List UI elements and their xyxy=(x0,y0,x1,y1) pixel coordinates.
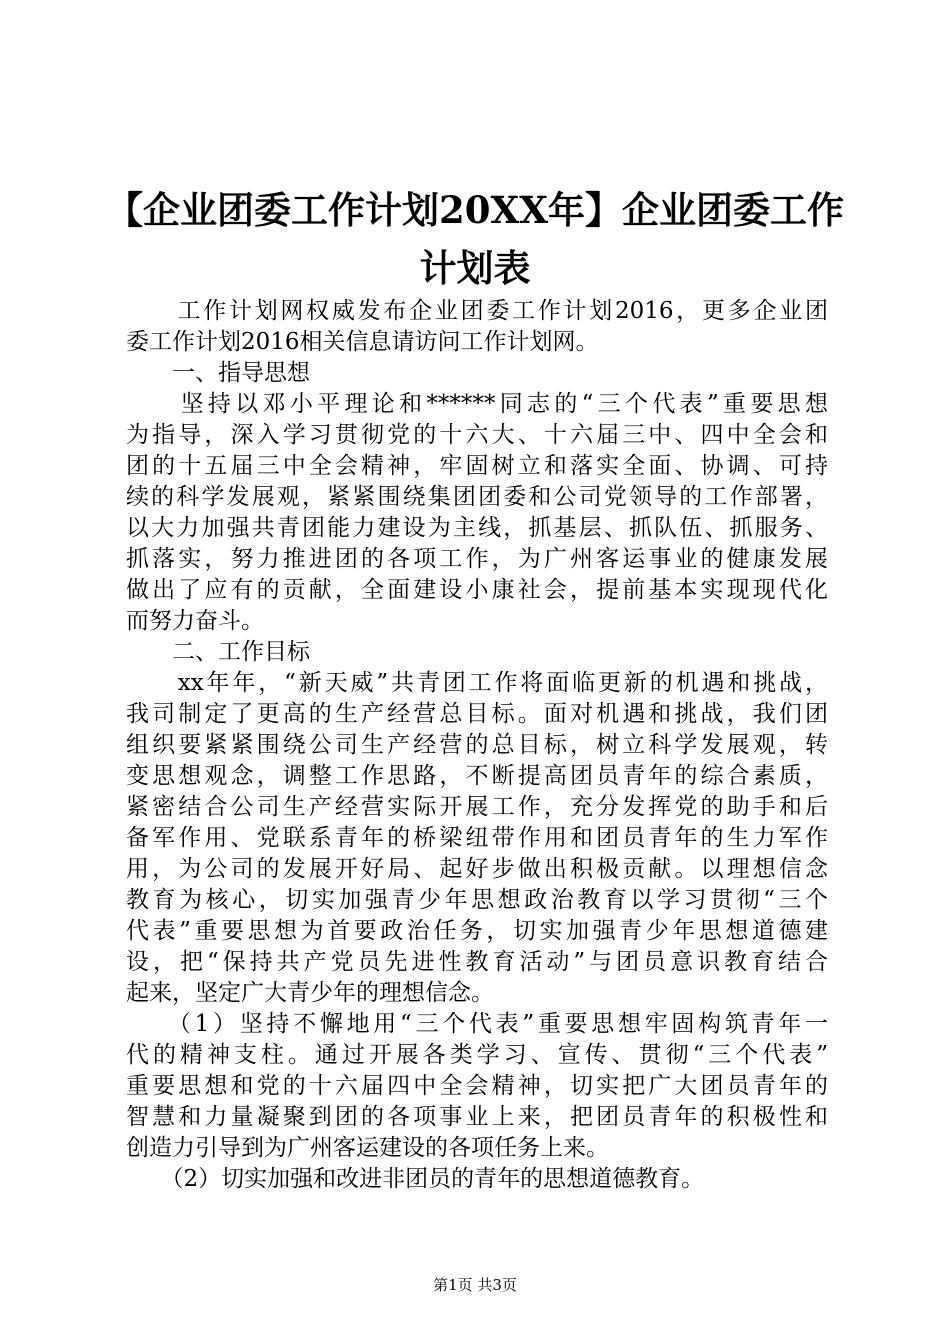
body-line: 变思想观念，调整工作思路，不断提高团员青年的综合素质， xyxy=(126,763,828,789)
body-line: 续的科学发展观，紧紧围绕集团团委和公司党领导的工作部署， xyxy=(126,484,828,510)
document-body xyxy=(126,296,828,1195)
body-line: 以大力加强共青团能力建设为主线，抓基层、抓队伍、抓服务、 xyxy=(126,515,828,541)
body-line: 团的十五届三中全会精神，牢固树立和落实全面、协调、可持 xyxy=(126,453,828,479)
page-footer: 第1页 共3页 xyxy=(433,1276,517,1294)
body-line: 智慧和力量凝聚到团的各项事业上来，把团员青年的积极性和 xyxy=(126,1104,828,1130)
document-title-line-2: 计划表 xyxy=(419,246,531,290)
body-line: xx年年，“新天威”共青团工作将面临更新的机遇和挑战， xyxy=(126,670,828,696)
body-line: 起来，坚定广大青少年的理想信念。 xyxy=(126,980,494,1006)
document-title-line-1: 【企业团委工作计划20XX年】企业团委工作 xyxy=(106,188,844,232)
body-line: 坚持以邓小平理论和******同志的“三个代表”重要思想 xyxy=(126,391,828,417)
body-line: 代表”重要思想为首要政治任务，切实加强青少年思想道德建 xyxy=(126,918,828,944)
body-line: 委工作计划2016相关信息请访问工作计划网。 xyxy=(126,329,599,355)
body-line: 一、指导思想 xyxy=(126,360,310,386)
body-line: 做出了应有的贡献，全面建设小康社会，提前基本实现现代化 xyxy=(126,577,828,603)
body-line: 工作计划网权威发布企业团委工作计划2016，更多企业团 xyxy=(126,298,828,324)
body-line: 为指导，深入学习贯彻党的十六大、十六届三中、四中全会和 xyxy=(126,422,828,448)
body-line: 抓落实，努力推进团的各项工作，为广州客运事业的健康发展 xyxy=(126,546,828,572)
body-line: 组织要紧紧围绕公司生产经营的总目标，树立科学发展观，转 xyxy=(126,732,828,758)
body-line: 设，把“保持共产党员先进性教育活动”与团员意识教育结合 xyxy=(126,949,828,975)
body-line: 创造力引导到为广州客运建设的各项任务上来。 xyxy=(126,1135,609,1161)
body-line: 而努力奋斗。 xyxy=(126,608,264,634)
body-line: （2）切实加强和改进非团员的青年的思想道德教育。 xyxy=(126,1166,705,1192)
body-line: 备军作用、党联系青年的桥梁纽带作用和团员青年的生力军作 xyxy=(126,825,828,851)
body-line: （1）坚持不懈地用“三个代表”重要思想牢固构筑青年一 xyxy=(126,1011,828,1037)
body-line: 我司制定了更高的生产经营总目标。面对机遇和挑战，我们团 xyxy=(126,701,828,727)
body-line: 教育为核心，切实加强青少年思想政治教育以学习贯彻“三个 xyxy=(126,887,828,913)
body-line: 重要思想和党的十六届四中全会精神，切实把广大团员青年的 xyxy=(126,1073,828,1099)
body-line: 用，为公司的发展开好局、起好步做出积极贡献。以理想信念 xyxy=(126,856,828,882)
body-line: 代的精神支柱。通过开展各类学习、宣传、贯彻“三个代表” xyxy=(126,1042,828,1068)
body-line: 紧密结合公司生产经营实际开展工作，充分发挥党的助手和后 xyxy=(126,794,828,820)
body-line: 二、工作目标 xyxy=(126,639,310,665)
